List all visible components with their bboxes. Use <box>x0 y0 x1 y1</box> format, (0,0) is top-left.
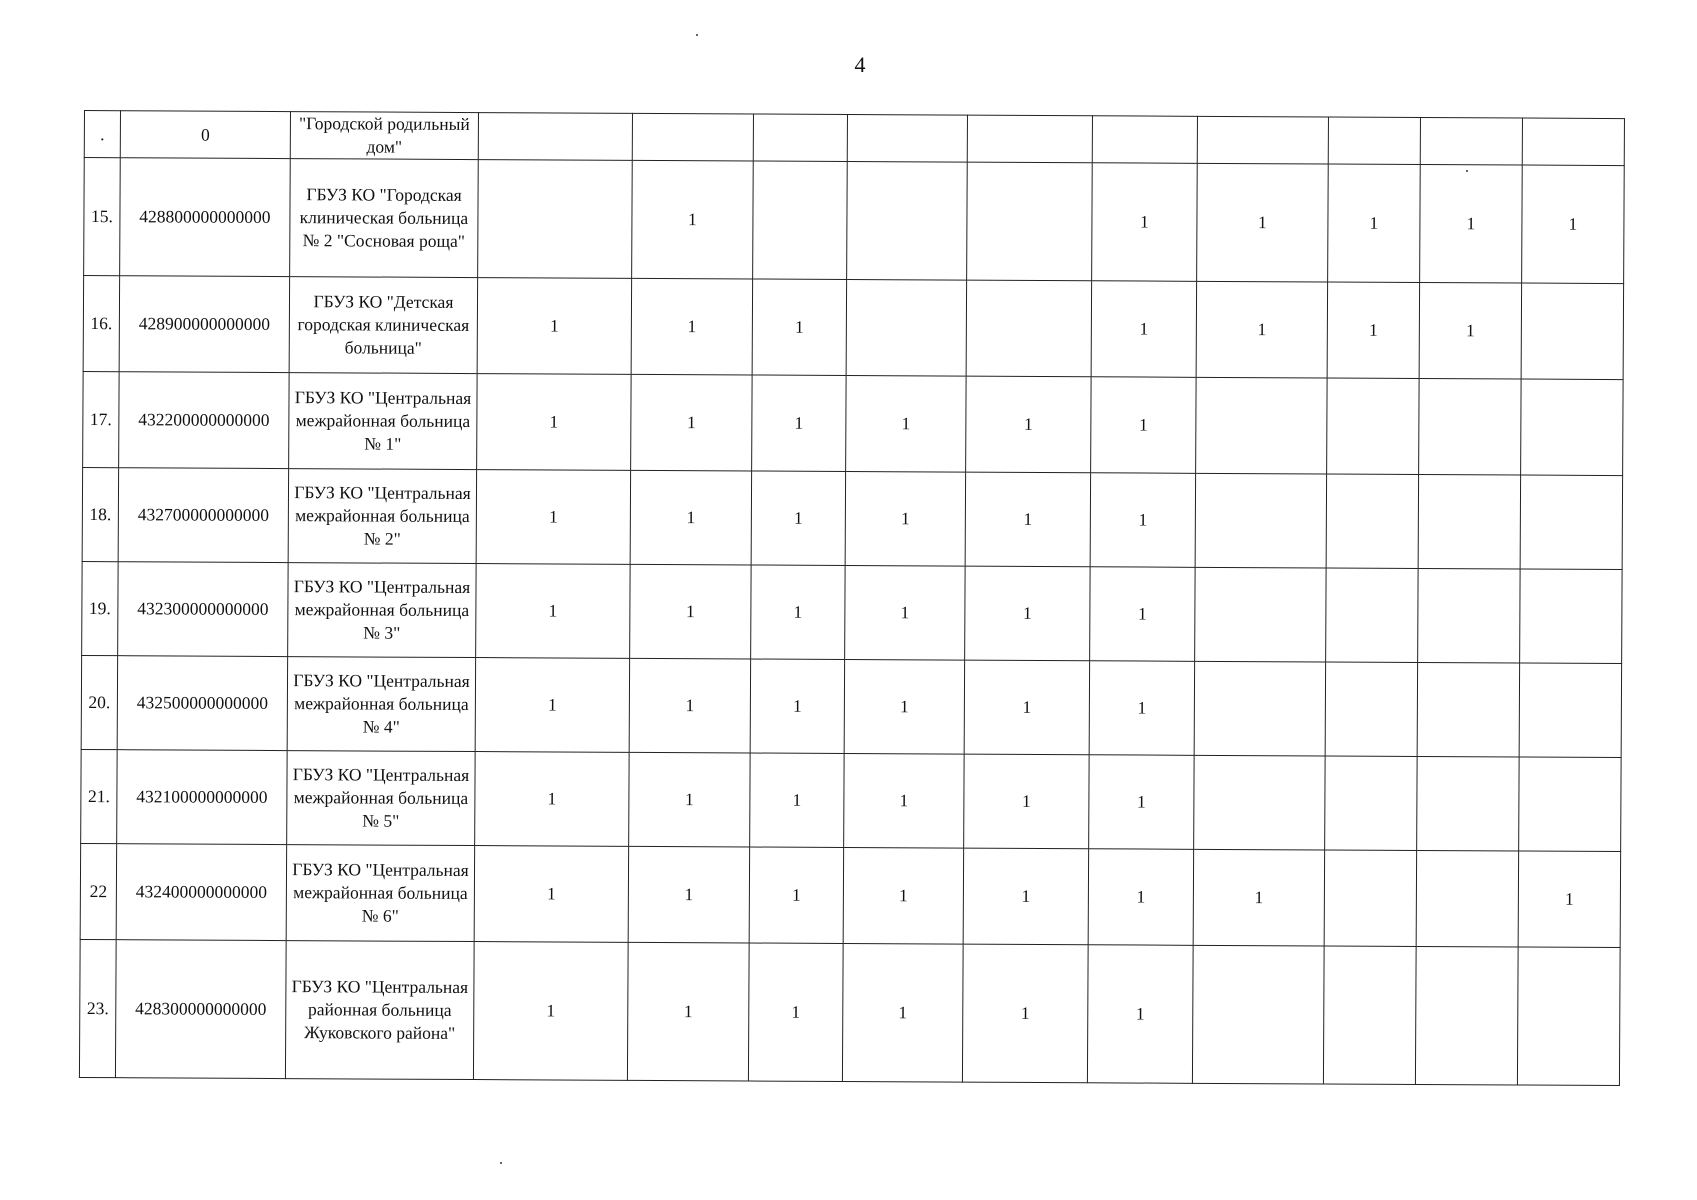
facility-code-cell: 0 <box>120 111 290 159</box>
mark-cell: 1 <box>631 374 753 471</box>
mark-cell: 1 <box>1091 281 1197 378</box>
mark-cell: 1 <box>842 943 963 1082</box>
mark-cell: 1 <box>1090 473 1195 568</box>
row-number-cell: 15. <box>84 158 121 276</box>
mark-cell: 1 <box>965 472 1090 567</box>
table-row <box>81 749 1621 851</box>
mark-cell <box>478 113 632 161</box>
mark-cell <box>1192 945 1324 1084</box>
mark-cell <box>1195 473 1326 568</box>
table-row <box>83 276 1623 380</box>
mark-cell <box>1519 757 1621 852</box>
mark-cell: 1 <box>750 753 844 847</box>
mark-cell: 1 <box>1419 282 1522 379</box>
table-row <box>84 158 1625 284</box>
mark-cell: 1 <box>752 375 847 471</box>
mark-cell <box>1325 756 1417 850</box>
mark-cell: 1 <box>844 659 964 754</box>
mark-cell <box>1420 117 1522 165</box>
mark-cell: 1 <box>751 565 845 659</box>
table-row <box>80 843 1620 947</box>
mark-cell: 1 <box>752 279 847 375</box>
facility-name-cell: ГБУЗ КО "Городская клиническая больница № 2 "Сосновая роща" <box>290 159 479 278</box>
mark-cell: 1 <box>477 278 632 375</box>
mark-cell <box>1415 946 1518 1085</box>
mark-cell <box>1418 568 1520 663</box>
mark-cell <box>1519 663 1621 758</box>
row-number-cell: 16. <box>83 276 120 372</box>
mark-cell: 1 <box>1327 282 1420 378</box>
mark-cell: 1 <box>1328 164 1421 282</box>
mark-cell: 1 <box>845 471 965 566</box>
mark-cell: 1 <box>1197 163 1329 282</box>
facility-code-cell: 428800000000000 <box>120 158 291 277</box>
facility-code-cell: 432300000000000 <box>118 562 288 657</box>
mark-cell <box>478 160 633 279</box>
mark-cell <box>1092 116 1197 164</box>
mark-cell: 1 <box>631 278 753 375</box>
mark-cell: 1 <box>1090 567 1195 662</box>
mark-cell: 1 <box>477 374 632 471</box>
mark-cell: 1 <box>630 470 751 565</box>
mark-cell <box>1327 378 1420 474</box>
row-number-cell: 22 <box>80 843 117 939</box>
mark-cell: 1 <box>475 658 629 753</box>
table-body <box>79 111 1624 1086</box>
mark-cell <box>847 114 967 162</box>
mark-cell: 1 <box>748 943 843 1081</box>
page-number: 4 <box>854 52 866 77</box>
mark-cell: 1 <box>1091 377 1197 474</box>
scan-speck <box>696 34 698 36</box>
mark-cell <box>1323 946 1416 1084</box>
mark-cell <box>1194 661 1325 756</box>
table-row <box>82 561 1622 663</box>
mark-cell <box>1197 116 1328 164</box>
mark-cell: 1 <box>473 942 628 1081</box>
mark-cell: 1 <box>750 659 844 753</box>
table-row <box>79 939 1620 1085</box>
mark-cell: 1 <box>1087 945 1193 1084</box>
mark-cell: 1 <box>845 565 965 660</box>
mark-cell <box>1194 755 1325 850</box>
mark-cell: 1 <box>1088 849 1194 946</box>
facility-name-cell: "Городской родильный дом" <box>290 112 478 160</box>
table-row <box>83 371 1623 475</box>
mark-cell <box>1417 756 1519 851</box>
mark-cell: 1 <box>751 471 845 565</box>
mark-cell <box>1325 662 1417 756</box>
mark-cell: 1 <box>632 160 754 279</box>
row-number-cell: . <box>84 111 120 158</box>
mark-cell <box>1326 474 1418 568</box>
facility-code-cell: 428900000000000 <box>119 276 290 373</box>
mark-cell <box>1520 475 1622 570</box>
mark-cell: 1 <box>476 564 630 659</box>
mark-cell: 1 <box>966 376 1092 473</box>
mark-cell <box>1418 474 1520 569</box>
mark-cell <box>1517 947 1620 1086</box>
mark-cell: 1 <box>964 754 1089 849</box>
mark-cell <box>1324 850 1417 946</box>
facility-name-cell: ГБУЗ КО "Центральная межрайонная больница № 3" <box>288 563 476 658</box>
facility-name-cell: ГБУЗ КО "Детская городская клиническая больница" <box>289 277 478 374</box>
facility-code-cell: 432200000000000 <box>119 372 290 469</box>
facility-name-cell: ГБУЗ КО "Центральная межрайонная больница № 1" <box>289 373 478 470</box>
mark-cell: 1 <box>749 847 844 943</box>
mark-cell: 1 <box>630 564 751 659</box>
mark-cell: 1 <box>476 470 630 565</box>
row-number-cell: 20. <box>81 655 117 749</box>
mark-cell <box>846 279 967 376</box>
facility-table <box>79 110 1625 1086</box>
facility-code-cell: 432500000000000 <box>117 656 287 751</box>
mark-cell <box>1521 283 1624 380</box>
mark-cell <box>1326 568 1418 662</box>
mark-cell <box>1416 850 1519 947</box>
mark-cell <box>753 161 848 279</box>
row-number-cell: 21. <box>81 749 117 843</box>
mark-cell: 1 <box>629 752 750 847</box>
mark-cell: 1 <box>1089 661 1194 756</box>
mark-cell: 1 <box>627 942 749 1081</box>
mark-cell <box>1521 379 1624 476</box>
mark-cell: 1 <box>1089 755 1194 850</box>
mark-cell: 1 <box>843 847 964 944</box>
mark-cell <box>1328 117 1420 164</box>
facility-code-cell: 432400000000000 <box>116 844 287 941</box>
mark-cell <box>1196 377 1328 474</box>
mark-cell <box>1195 567 1326 662</box>
mark-cell: 1 <box>963 848 1089 945</box>
mark-cell: 1 <box>1196 281 1328 378</box>
mark-cell: 1 <box>962 944 1088 1083</box>
facility-name-cell: ГБУЗ КО "Центральная межрайонная больница № 6" <box>286 845 475 942</box>
mark-cell <box>1520 569 1622 664</box>
mark-cell: 1 <box>844 753 964 848</box>
table-row <box>81 655 1621 757</box>
mark-cell: 1 <box>965 566 1090 661</box>
facility-name-cell: ГБУЗ КО "Центральная районная больница Жуковского района" <box>285 941 474 1080</box>
mark-cell: 1 <box>1420 164 1523 283</box>
mark-cell: 1 <box>1092 163 1198 282</box>
row-number-cell: 17. <box>83 371 120 467</box>
mark-cell <box>847 161 968 280</box>
table-row <box>84 111 1624 166</box>
mark-cell <box>1419 378 1522 475</box>
facility-name-cell: ГБУЗ КО "Центральная межрайонная больница № 2" <box>288 469 476 564</box>
row-number-cell: 18. <box>82 467 118 561</box>
mark-cell <box>753 114 847 161</box>
mark-cell: 1 <box>1522 165 1625 284</box>
mark-cell: 1 <box>628 846 750 943</box>
facility-name-cell: ГБУЗ КО "Центральная межрайонная больница № 5" <box>287 751 475 846</box>
row-number-cell: 23. <box>79 939 116 1077</box>
facility-code-cell: 428300000000000 <box>115 940 286 1079</box>
mark-cell <box>967 162 1093 281</box>
mark-cell: 1 <box>475 752 629 847</box>
scan-speck <box>500 1162 502 1164</box>
mark-cell: 1 <box>1518 851 1621 948</box>
facility-name-cell: ГБУЗ КО "Центральная межрайонная больница № 4" <box>287 657 475 752</box>
row-number-cell: 19. <box>82 561 118 655</box>
mark-cell: 1 <box>846 375 967 472</box>
mark-cell <box>1417 662 1519 757</box>
mark-cell <box>967 115 1092 163</box>
mark-cell: 1 <box>1193 849 1325 946</box>
facility-code-cell: 432700000000000 <box>118 468 288 563</box>
mark-cell <box>966 280 1092 377</box>
table-row <box>82 467 1622 569</box>
mark-cell: 1 <box>629 658 750 753</box>
mark-cell <box>632 113 753 161</box>
mark-cell <box>1522 118 1624 166</box>
mark-cell: 1 <box>964 660 1089 755</box>
mark-cell: 1 <box>474 846 629 943</box>
facility-code-cell: 432100000000000 <box>117 750 287 845</box>
